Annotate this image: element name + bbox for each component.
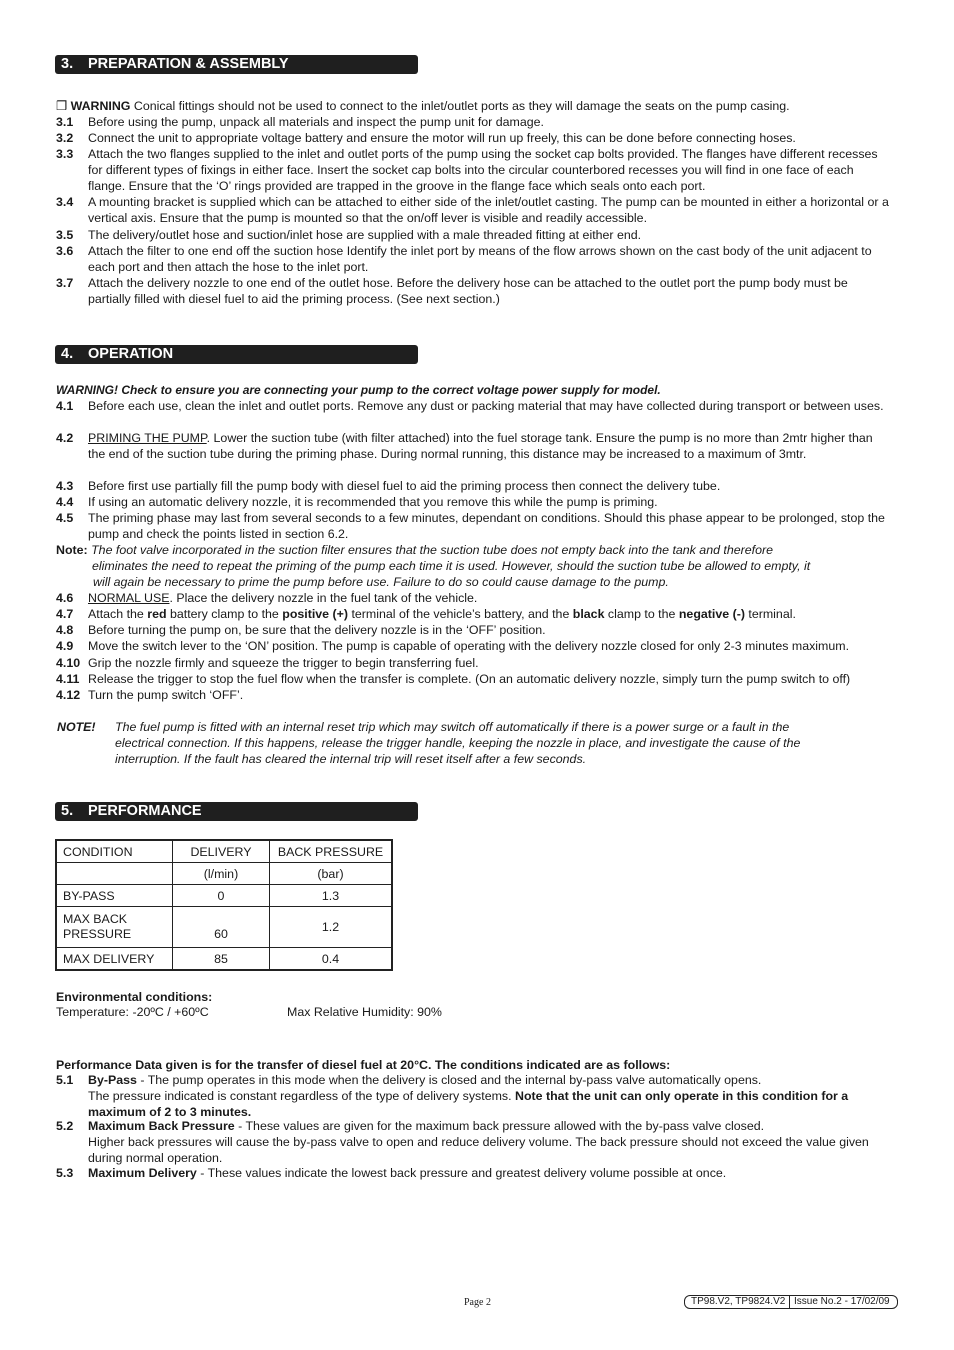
item-number: 4.11 [56, 672, 80, 686]
item-text: Before turning the pump on, be sure that the delivery nozzle is in the ‘OFF’ position. [88, 623, 546, 637]
red-clamp-label: red [147, 607, 167, 621]
table-cell: BY-PASS [56, 885, 173, 907]
environment-humidity: Max Relative Humidity: 90% [287, 1005, 442, 1019]
warning-text: Conical fittings should not be used to connect to the inlet/outlet ports as they will damage the seats on the pump casing. [130, 99, 790, 113]
note-line: The fuel pump is fitted with an internal reset trip which may switch off automatically if there is a power surge or a fault in the [115, 720, 790, 734]
table-cell: 1.2 [270, 907, 393, 948]
model-numbers: TP98.V2, TP9824.V2 [691, 1296, 786, 1307]
item-text: Connect the unit to appropriate voltage battery and ensure the motor will run up freely, this can be done before connecting hoses. [88, 131, 796, 145]
section-5-header [55, 802, 418, 821]
item-emphasis: Note that the unit can only operate in this condition for a maximum of 2 to 3 minutes. [88, 1089, 849, 1119]
positive-terminal-label: positive (+) [282, 607, 349, 621]
table-cell: (bar) [270, 863, 393, 885]
foot-valve-note [56, 542, 916, 590]
item-text: Move the switch lever to the ‘ON’ position. The pump is capable of operating with the delivery nozzle closed for only 2-3 minutes maximum. [88, 639, 850, 653]
table-units-row [56, 863, 392, 885]
environment-heading: Environmental conditions: [56, 990, 213, 1004]
negative-terminal-label: negative (-) [678, 607, 745, 621]
note-line: The foot valve incorporated in the suction filter ensures that the suction tube does not empty back into the tank and therefore [87, 543, 774, 557]
item-number: 4.4 [56, 495, 74, 509]
black-clamp-label: black [572, 607, 605, 621]
item-number: 3.6 [56, 244, 74, 258]
note-line: eliminates the need to repeat the priming of the pump each time it is used. However, should the suction tube be allowed to empty, it [92, 559, 811, 573]
section-3-header [55, 55, 418, 74]
item-text: terminal. [744, 607, 796, 621]
item-text: Before using the pump, unpack all materials and inspect the pump unit for damage. [88, 115, 544, 129]
item-text: - The pump operates in this mode when the delivery is closed and the internal by-pass valve automatically opens. [136, 1073, 762, 1087]
item-number: 3.2 [56, 131, 74, 145]
item-heading: Maximum Back Pressure [88, 1119, 235, 1133]
list-item [56, 622, 890, 638]
item-text: . Place the delivery nozzle in the fuel tank of the vehicle. [169, 591, 478, 605]
table-header-cell: CONDITION [56, 840, 173, 863]
table-row [56, 948, 392, 971]
list-item [56, 194, 890, 226]
item-number: 5.2 [56, 1119, 74, 1133]
list-item [56, 687, 890, 703]
list-item [56, 130, 890, 146]
item-number: 3.1 [56, 115, 74, 129]
table-cell: 0.4 [270, 948, 393, 971]
table-header-cell: BACK PRESSURE [270, 840, 393, 863]
footer-model-issue-box [684, 1295, 898, 1309]
item-number: 4.7 [56, 607, 74, 621]
item-number: 3.4 [56, 195, 74, 209]
voltage-warning: WARNING! Check to ensure you are connecting your pump to the correct voltage power supply for model. [56, 383, 661, 397]
table-header-row [56, 840, 392, 863]
warning-label: WARNING [70, 99, 131, 113]
item-number: 4.3 [56, 479, 74, 493]
page-number: Page 2 [464, 1297, 491, 1308]
environment-temperature: Temperature: -20ºC / +60ºC [56, 1005, 209, 1019]
list-item [56, 655, 890, 671]
table-row [56, 907, 392, 948]
list-item [56, 243, 890, 275]
list-item [56, 1165, 890, 1181]
table-cell: MAX BACK PRESSURE [56, 907, 173, 948]
item-number: 5.3 [56, 1166, 74, 1180]
table-cell [56, 863, 173, 885]
list-item [56, 1072, 890, 1120]
item-text: . Lower the suction tube (with filter attached) into the fuel storage tank. Ensure the pump is no more than 2mtr higher than the end of the suction tube during the priming phase. During normal running, this distance may be increased to a maximum of 3mtr. [88, 431, 873, 461]
note-line: will again be necessary to prime the pump before use. Failure to do so could cause damage to the pump. [93, 575, 669, 589]
warning-line [56, 98, 890, 114]
item-heading: By-Pass [88, 1073, 137, 1087]
item-text: The pressure indicated is constant regardless of the type of delivery systems. [88, 1089, 515, 1103]
item-text: Attach the delivery nozzle to one end of the outlet hose. Before the delivery hose can be attached to the outlet port the pump body must be partially filled with diesel fuel to aid the priming process. (See next section.) [88, 276, 848, 306]
item-number: 4.2 [56, 431, 74, 445]
table-cell: (l/min) [173, 863, 270, 885]
item-number: 3.3 [56, 147, 74, 161]
item-text: Higher back pressures will cause the by-pass valve to open and reduce delivery volume. The back pressure should not exceed the value given during normal operation. [88, 1135, 869, 1165]
list-item [56, 510, 890, 542]
note-label: Note: [56, 543, 88, 557]
item-text: Attach the [88, 607, 148, 621]
issue-number: Issue No.2 - 17/02/09 [794, 1296, 890, 1307]
item-text: - These values indicate the lowest back pressure and greatest delivery volume possible at once. [196, 1166, 727, 1180]
item-number: 4.10 [56, 656, 81, 670]
item-text: terminal of the vehicle’s battery, and the [348, 607, 573, 621]
item-number: 4.8 [56, 623, 74, 637]
section-title: PREPARATION & ASSEMBLY [88, 56, 289, 72]
table-cell: 1.3 [270, 885, 393, 907]
note-line: electrical connection. If this happens, release the trigger handle, keeping the nozzle in place, and investigate the cause of the [115, 736, 801, 750]
list-item [56, 275, 890, 307]
performance-intro: Performance Data given is for the transfer of diesel fuel at 20°C. The conditions indicated are as follows: [56, 1058, 671, 1072]
table-header-cell: DELIVERY [173, 840, 270, 863]
section-title: OPERATION [88, 346, 174, 362]
list-item [56, 430, 890, 462]
item-heading: PRIMING THE PUMP [88, 431, 207, 445]
item-number: 3.7 [56, 276, 74, 290]
item-heading: NORMAL USE [88, 591, 170, 605]
item-text: Grip the nozzle firmly and squeeze the trigger to begin transferring fuel. [88, 656, 479, 670]
list-item [56, 478, 890, 494]
section-number: 3. [61, 56, 74, 72]
performance-table [55, 839, 393, 971]
section-number: 4. [61, 346, 74, 362]
list-item [56, 671, 890, 687]
table-cell: 60 [173, 907, 270, 948]
item-text: Attach the filter to one end off the suction hose Identify the inlet port by means of the flow arrows shown on the cast body of the unit adjacent to each port and then attach the hose to the inlet port. [88, 244, 872, 274]
item-text: Release the trigger to stop the fuel flow when the transfer is complete. (On an automatic delivery nozzle, simply turn the pump switch to off) [88, 672, 851, 686]
item-number: 4.9 [56, 639, 74, 653]
item-text: The priming phase may last from several seconds to a few minutes, dependant on conditions. Should this phase appear to be prolonged, stop the pump and check the points listed in section 6.2. [88, 511, 885, 541]
item-text: clamp to the [604, 607, 679, 621]
note-label: NOTE! [57, 720, 96, 734]
list-item [56, 1118, 890, 1166]
item-number: 4.5 [56, 511, 74, 525]
item-number: 3.5 [56, 228, 74, 242]
item-text: Turn the pump switch ‘OFF’. [88, 688, 244, 702]
item-number: 4.6 [56, 591, 74, 605]
section-title: PERFORMANCE [88, 803, 202, 819]
item-text: battery clamp to the [166, 607, 283, 621]
table-cell: 0 [173, 885, 270, 907]
item-text: If using an automatic delivery nozzle, it is recommended that you remove this while the pump is priming. [88, 495, 658, 509]
list-item [56, 638, 890, 654]
item-number: 4.1 [56, 399, 74, 413]
note-line: interruption. If the fault has cleared the internal trip will reset itself after a few seconds. [115, 752, 587, 766]
item-text: Before each use, clean the inlet and outlet ports. Remove any dust or packing material that may have collected during transport or between uses. [88, 399, 884, 413]
item-number: 4.12 [56, 688, 81, 702]
table-cell: 85 [173, 948, 270, 971]
item-text: A mounting bracket is supplied which can be attached to either side of the inlet/outlet casting. The pump can be mounted in either a horizontal or a vertical axis. Ensure that the pump is mounted so that the on/off lever is visible and readily accessible. [88, 195, 889, 225]
item-heading: Maximum Delivery [88, 1166, 197, 1180]
list-item [56, 590, 890, 606]
checkbox-bullet-icon: ❒ [56, 99, 68, 113]
item-text: - These values are given for the maximum back pressure allowed with the by-pass valve closed. [234, 1119, 765, 1133]
item-number: 5.1 [56, 1073, 74, 1087]
section-4-header [55, 345, 418, 364]
footer-divider [789, 1296, 790, 1308]
list-item [56, 146, 890, 194]
list-item [56, 494, 890, 510]
item-text: Attach the two flanges supplied to the inlet and outlet ports of the pump using the socket cap bolts provided. The flanges have different recesses for different types of fixings in either face. Insert the socket cap bolts into the circular counterbored recesses you will find in one face of each flange. Ensure that the ‘O’ rings provided are trapped in the groove in the flange face which seals onto each port. [88, 147, 878, 193]
table-row [56, 885, 392, 907]
list-item [56, 606, 890, 622]
list-item [56, 114, 890, 130]
list-item [56, 398, 890, 414]
item-text: The delivery/outlet hose and suction/inlet hose are supplied with a male threaded fitting at either end. [88, 228, 642, 242]
reset-trip-note [57, 719, 917, 767]
table-cell: MAX DELIVERY [56, 948, 173, 971]
list-item [56, 227, 890, 243]
item-text: Before first use partially fill the pump body with diesel fuel to aid the priming process then connect the delivery tube. [88, 479, 721, 493]
section-number: 5. [61, 803, 74, 819]
